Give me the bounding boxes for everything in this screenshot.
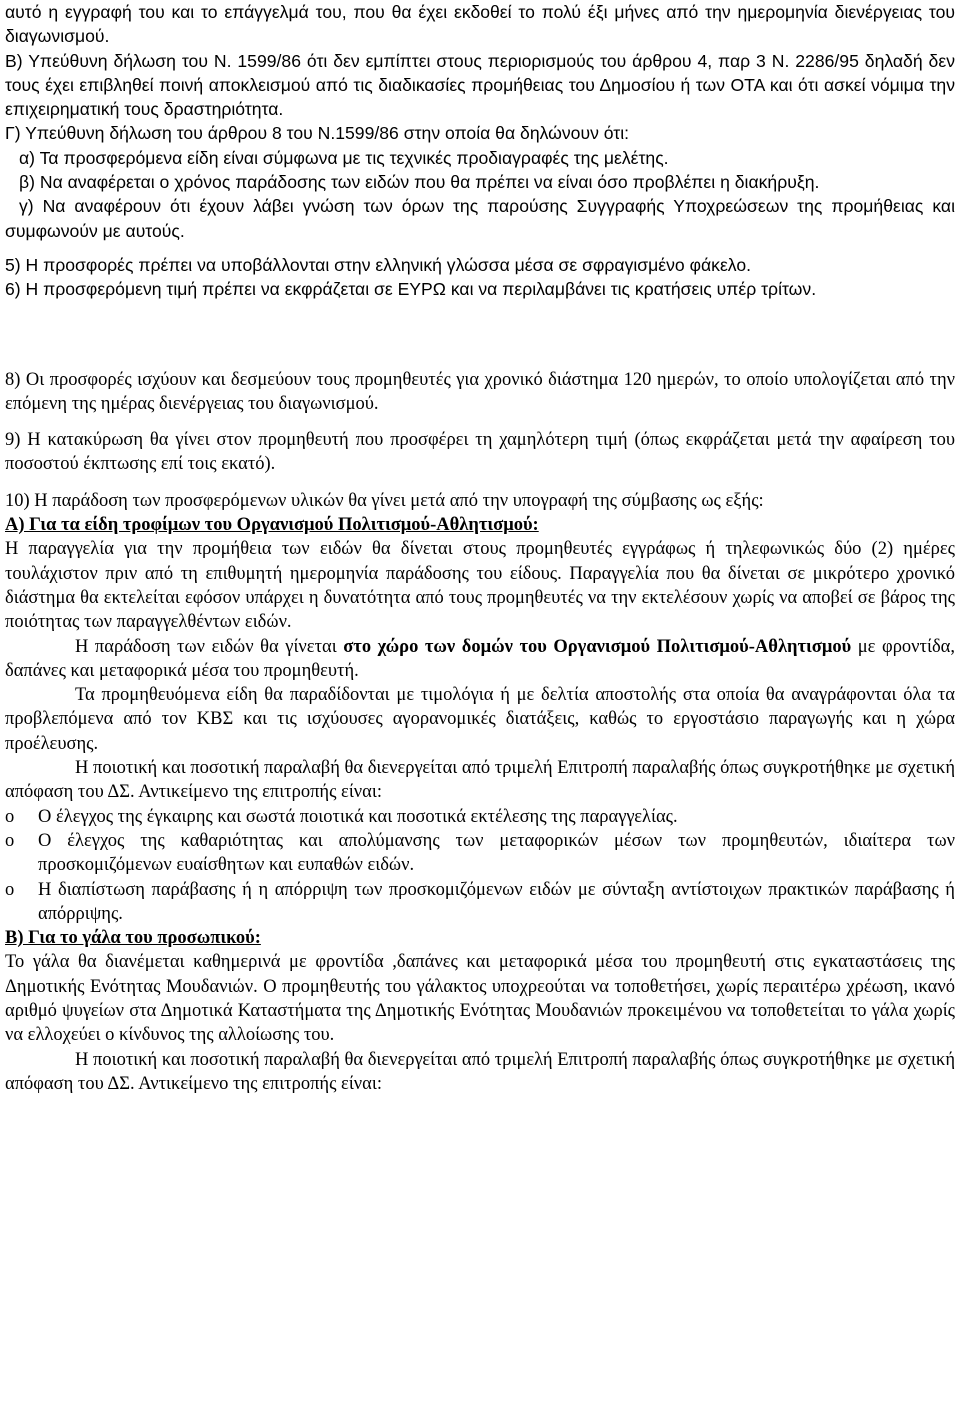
- delivery-location: στο χώρο των δομών του Οργανισμού Πολιτισμού-Αθλητισμού: [343, 636, 852, 657]
- spacer: [5, 477, 955, 489]
- item-c-declaration: Γ) Υπεύθυνη δήλωση του άρθρου 8 του Ν.1599/86 στην οποία θα δηλώνουν ότι:: [5, 123, 630, 144]
- bullet-mark: o: [5, 830, 15, 851]
- item-6: 6) Η προσφερόμενη τιμή πρέπει να εκφράζεται σε ΕΥΡΩ και να περιλαμβάνει τις κρατήσεις υπέρ τρίτων.: [5, 279, 817, 300]
- item-10: 10) Η παράδοση των προσφερόμενων υλικών θα γίνει μετά από την υπογραφή της σύμβασης ως εξής:: [5, 490, 764, 511]
- item-5: 5) Η προσφορές πρέπει να υποβάλλονται στην ελληνική γλώσσα μέσα σε σφραγισμένο φάκελο.: [5, 254, 752, 275]
- section-b-paragraph-1: Το γάλα θα διανέμεται καθημερινά με φροντίδα ,δαπάνες και μεταφορικά μέσα του προμηθευτή στις εγκαταστάσεις της Δημοτικής Ενότητας Μουδανιών. Ο προμηθευτής του γάλακτος υποχρεούται να τοποθετήσει, χωρίς περαιτέρω χρέωση, ικανό αριθμό ψυγείων στα Δημοτικά Καταστήματα της Δημοτικής Ενότητας Μουδανιών προκειμένου να τοποθετείται το γάλα χωρίς να ελλοχεύει ο κίνδυνος της αλλοίωσης του.: [5, 952, 955, 1046]
- section-a-paragraph-1: Η παραγγελία για την προμήθεια των ειδών θα δίνεται στους προμηθευτές εγγράφως ή τηλεφωνικώς δύο (2) ημέρες τουλάχιστον πριν από τη επιθυμητή ημερομηνία παράδοσης του είδους. Παραγγελία που θα δίνεται σε μικρότερο χρονικό διάστημα θα εκτελείται εφόσον υπάρχει η δυνατότητα από τους προμηθευτές να την εκτελέσουν χωρίς να αποβεί σε βάρος της ποιότητας των παραγγελθέντων ειδών.: [5, 539, 955, 633]
- committee-task-text: Ο έλεγχος της καθαριότητας και απολύμανσης των μεταφορικών μέσων των προμηθευτών, ιδιαίτερα των προσκομιζόμενων ευαίσθητων και ευπαθών ειδών.: [38, 830, 955, 876]
- committee-task: [5, 878, 955, 927]
- section-a-paragraph-4: Η ποιοτική και ποσοτική παραλαβή θα διενεργείται από τριμελή Επιτροπή παραλαβής όπως συγκροτήθηκε με σχετική απόφαση του ΔΣ. Αντικείμενο της επιτροπής είναι:: [5, 758, 955, 803]
- bullet-mark: o: [5, 879, 15, 900]
- intro-continuation: αυτό η εγγραφή του και το επάγγελμά του, που θα έχει εκδοθεί το πολύ έξι μήνες από την ημερομηνία διενέργειας του διαγωνισμού.: [5, 2, 955, 47]
- delivery-text-pre: Η παράδοση των ειδών θα γίνεται: [75, 636, 344, 657]
- section-b-paragraph-2: Η ποιοτική και ποσοτική παραλαβή θα διενεργείται από τριμελή Επιτροπή παραλαβής όπως συγκροτήθηκε με σχετική απόφαση του ΔΣ. Αντικείμενο της επιτροπής είναι:: [5, 1049, 955, 1094]
- section-a-heading: Α) Για τα είδη τροφίμων του Οργανισμού Πολιτισμού-Αθλητισμού:: [5, 515, 539, 536]
- committee-task-text: Η διαπίστωση παράβασης ή η απόρριψη των προσκομιζόμενων ειδών με σύνταξη αντίστοιχων πρακτικών παράβασης ή απόρριψης.: [38, 879, 955, 924]
- section-a-paragraph-3: Τα προμηθευόμενα είδη θα παραδίδονται με τιμολόγια ή με δελτία αποστολής στα οποία θα αναγράφονται όλα τα προβλεπόμενα από τον ΚΒΣ και τις ισχύουσες αγορανομικές διατάξεις, καθώς το εργοστάσιο παραγωγής και η χώρα προέλευσης.: [5, 685, 955, 754]
- item-b-declaration: Β) Υπεύθυνη δήλωση του Ν. 1599/86 ότι δεν εμπίπτει στους περιορισμούς του άρθρου 4, παρ 3 Ν. 2286/95 δηλαδή δεν τους έχει επιβληθεί ποινή αποκλεισμού από τις διαδικασίες προμήθειας του Δημοσίου ή των ΟΤΑ και ότι ασκεί νόμιμα την επιχειρηματική τους δραστηριότητα.: [5, 50, 955, 120]
- item-c-c: γ) Να αναφέρουν ότι έχουν λάβει γνώση των όρων της παρούσης Συγγραφής Υποχρεώσεων της προμήθειας και συμφωνούν με αυτούς.: [5, 196, 955, 241]
- committee-task-text: Ο έλεγχος της έγκαιρης και σωστά ποιοτικά και ποσοτικά εκτέλεσης της παραγγελίας.: [38, 806, 678, 827]
- section-b-heading: Β) Για το γάλα του προσωπικού:: [5, 928, 261, 949]
- spacer: [5, 416, 955, 428]
- item-c-a: α) Τα προσφερόμενα είδη είναι σύμφωνα με τις τεχνικές προδιαγραφές της μελέτης.: [19, 147, 669, 168]
- spacer: [5, 302, 955, 368]
- item-c-b: β) Να αναφέρεται ο χρόνος παράδοσης των ειδών που θα πρέπει να είναι όσο προβλέπει η διακήρυξη.: [19, 172, 820, 193]
- item-8: 8) Οι προσφορές ισχύουν και δεσμεύουν τους προμηθευτές για χρονικό διάστημα 120 ημερών, το οποίο υπολογίζεται από την επόμενη της ημέρας διενέργειας του διαγωνισμού.: [5, 369, 955, 414]
- delivery-text-post: με φροντίδα, δαπάνες και μεταφορικά μέσα του προμηθευτή.: [5, 636, 955, 681]
- section-a-paragraph-2: [5, 635, 955, 684]
- committee-task: [5, 829, 955, 878]
- bullet-mark: o: [5, 806, 15, 827]
- committee-task: [5, 805, 955, 829]
- item-9: 9) Η κατακύρωση θα γίνει στον προμηθευτή που προσφέρει τη χαμηλότερη τιμή (όπως εκφράζεται μετά την αφαίρεση του ποσοστού έκπτωσης επί τοις εκατό).: [5, 430, 955, 475]
- spacer: [5, 243, 955, 253]
